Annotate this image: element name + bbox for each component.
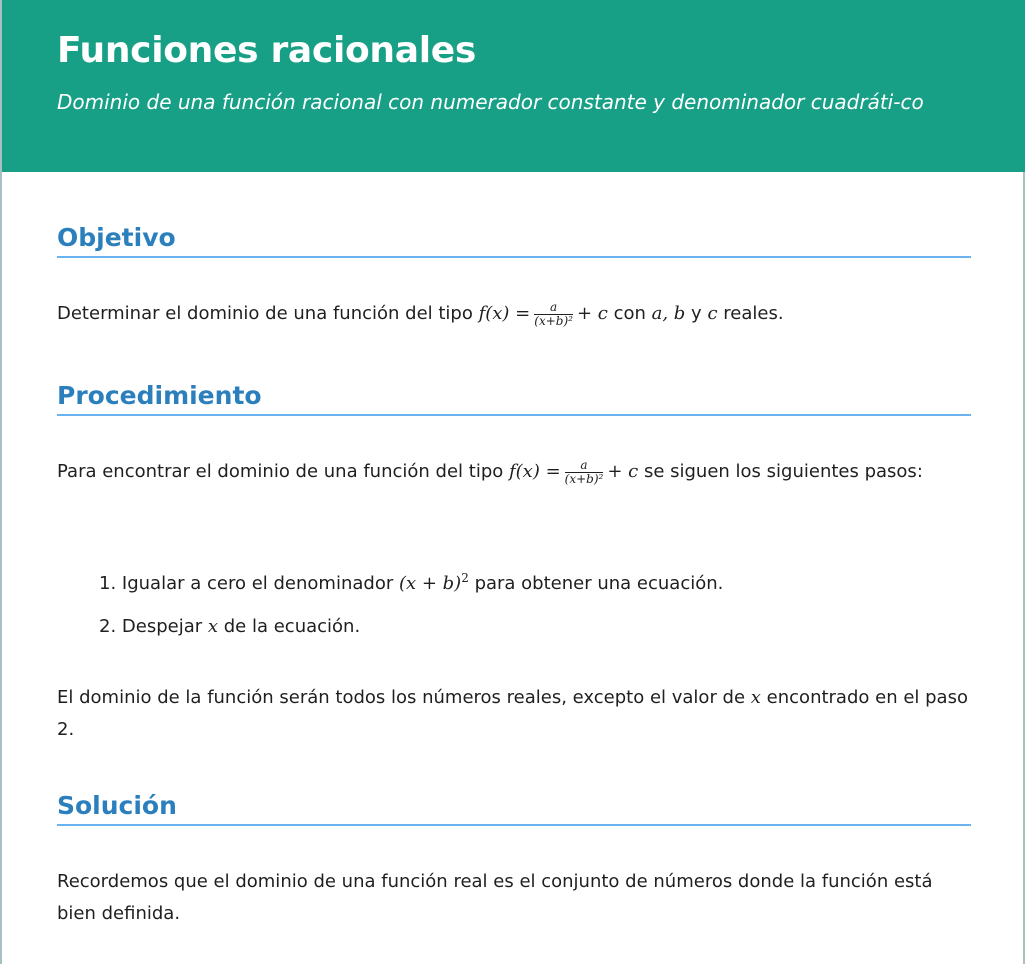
math: (x + b) [398,573,462,594]
var-c: c [707,303,718,324]
text: El dominio de la función serán todos los números reales, excepto el valor de [57,687,751,708]
text: con [607,303,652,324]
fraction-denominator: (x+b)² [564,471,604,486]
text: reales. [717,303,784,324]
list-item [99,611,969,643]
text: Despejar [116,616,208,637]
fraction-numerator: a [534,301,573,315]
heading-procedimiento: Procedimiento [57,380,971,416]
procedimiento-intro [57,456,971,488]
math-rhs: + c [607,461,639,482]
text: para obtener una ecuación. [468,573,724,594]
page-subtitle: Dominio de una función racional con numerador constante y denominador cuadráti-co [57,90,924,114]
heading-solucion: Solución [57,790,971,826]
page-title: Funciones racionales [57,30,477,71]
text: Determinar el dominio de una función del tipo [57,303,479,324]
step-number: 2. [99,616,117,637]
math-lhs: f(x) = [478,303,531,324]
math-fraction [565,459,604,486]
math: x [207,616,219,637]
var-b: b [673,303,686,324]
text: de la ecuación. [218,616,361,637]
fraction-numerator: a [565,459,604,473]
procedimiento-conclusion [57,682,971,746]
math-fraction [534,301,573,328]
page-header [2,0,1025,172]
solucion-text: Recordemos que el dominio de una función real es el conjunto de números donde la función está bien definida. [57,871,933,924]
objetivo-text [57,298,971,330]
step-number: 1. [99,573,117,594]
math-lhs: f(x) = [508,461,561,482]
superscript: 2 [461,571,469,585]
text: encontrado en el paso 2. [57,687,968,740]
text: Para encontrar el dominio de una función del tipo [57,461,509,482]
var-x: x [750,687,761,708]
comma: , [662,303,674,324]
fraction-denominator: (x+b)² [534,313,573,328]
var-a: a [651,303,663,324]
text: se siguen los siguientes pasos: [638,461,923,482]
text: y [685,303,708,324]
text: Igualar a cero el denominador [116,573,399,594]
math-rhs: + c [576,303,608,324]
list-item [99,562,969,600]
heading-objetivo: Objetivo [57,222,971,258]
